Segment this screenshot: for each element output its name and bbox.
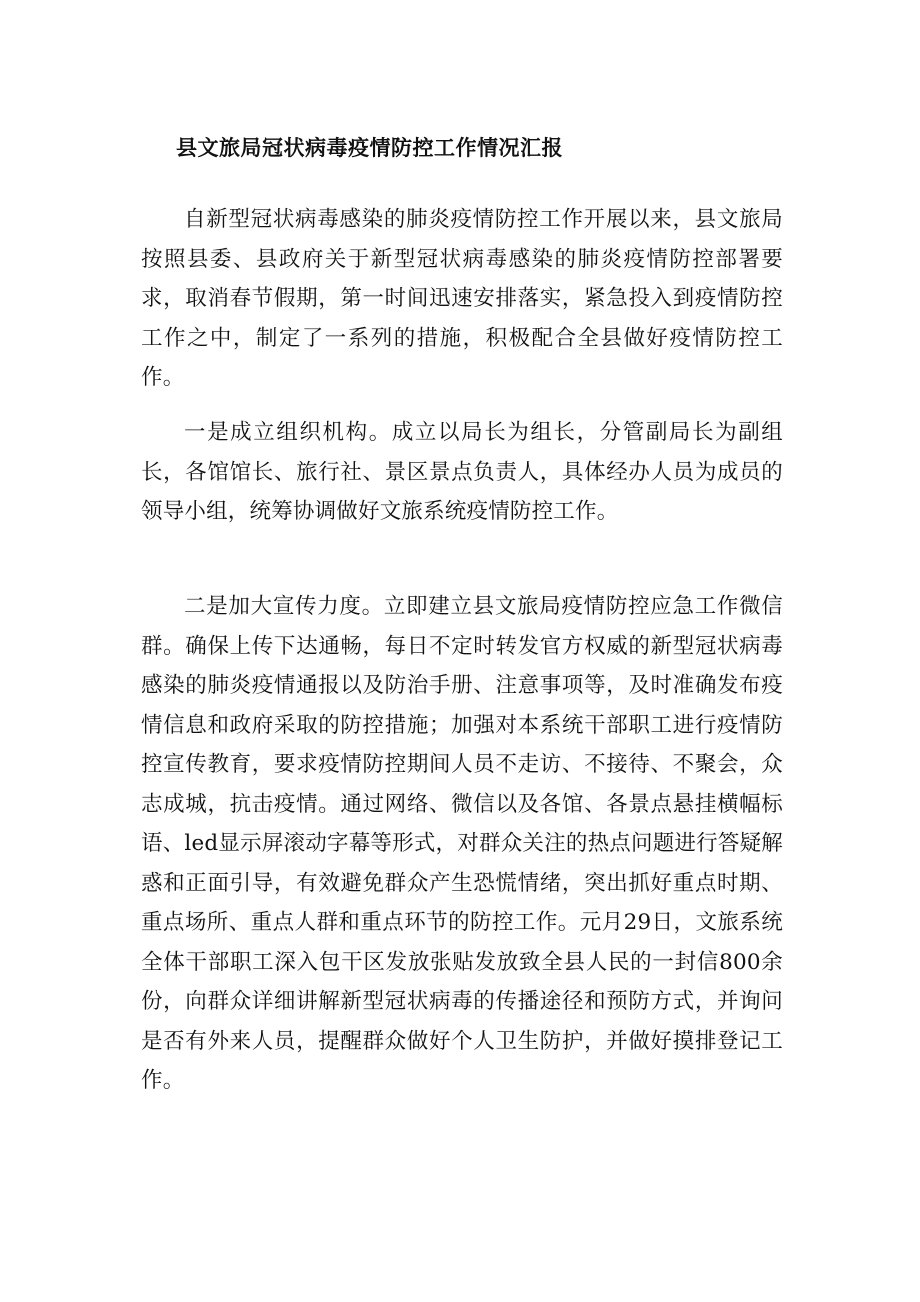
organization-paragraph: 一是成立组织机构。成立以局长为组长，分管副局长为副组长，各馆馆长、旅行社、景区景点负责人，具体经办人员为成员的领导小组，统筹协调做好文旅系统疫情防控工作。 (141, 420, 783, 524)
document-title: 县文旅局冠状病毒疫情防控工作情况汇报 (176, 135, 563, 160)
intro-paragraph: 自新型冠状病毒感染的肺炎疫情防控工作开展以来，县文旅局按照县委、县政府关于新型冠状病毒感染的肺炎疫情防控部署要求，取消春节假期，第一时间迅速安排落实，紧急投入到疫情防控工作之中，制定了一系列的措施，积极配合全县做好疫情防控工作。 (141, 207, 783, 390)
publicity-paragraph: 二是加大宣传力度。立即建立县文旅局疫情防控应急工作微信群。确保上传下达通畅，每日不定时转发官方权威的新型冠状病毒感染的肺炎疫情通报以及防治手册、注意事项等，及时准确发布疫情信息和政府采取的防控措施；加强对本系统干部职工进行疫情防控宣传教育，要求疫情防控期间人员不走访、不接待、不聚会，众志成城，抗击疫情。通过网络、微信以及各馆、各景点悬挂横幅标语、led显示屏滚动字幕等形式，对群众关注的热点问题进行答疑解惑和正面引导，有效避免群众产生恐慌情绪，突出抓好重点时期、重点场所、重点人群和重点环节的防控工作。元月29日，文旅系统全体干部职工深入包干区发放张贴发放致全县人民的一封信800余份，向群众详细讲解新型冠状病毒的传播途径和预防方式，并询问是否有外来人员，提醒群众做好个人卫生防护，并做好摸排登记工作。 (141, 594, 783, 1093)
